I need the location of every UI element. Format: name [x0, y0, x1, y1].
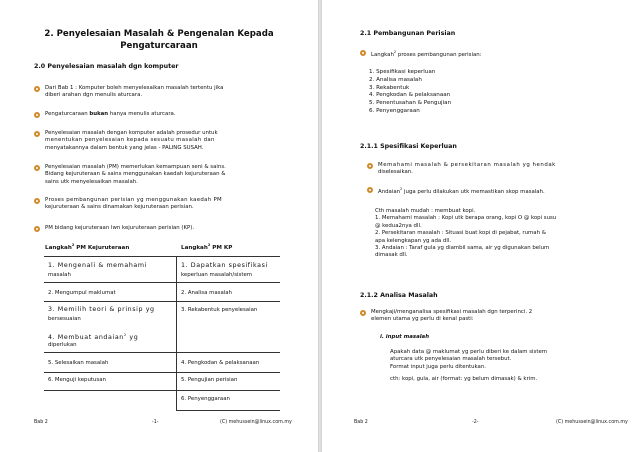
- table-cell: 1. Dapatkan spesifikasi: [181, 262, 268, 269]
- input-line: Format input juga perlu ditentukan.: [390, 363, 486, 370]
- page-2: [322, 0, 640, 452]
- example-line: 1. Memahami masalah : Kopi utk berapa orang, kopi O @ kopi susu: [375, 215, 557, 222]
- development-steps-list: [369, 69, 451, 116]
- bullet-text-line: Penyelesaian masalah (PM) memerlukan kemampuan seni & sains.: [45, 164, 226, 170]
- bullet-icon: [367, 163, 373, 169]
- bullet-text-line: diselesaikan.: [378, 169, 413, 176]
- subheading-input: i. input masalah: [380, 334, 430, 340]
- bullet-text-line: Pengaturcaraan bukan hanya menulis aturcara.: [45, 111, 176, 117]
- table-cell: 3. Memilih teori & prinsip yg: [48, 306, 155, 313]
- table-cell: masalah: [48, 272, 71, 278]
- bullet-text-line: Memahami masalah & persekitaran masalah yg hendak: [378, 162, 556, 168]
- chapter-title: [20, 28, 298, 52]
- bullet-text-line: kejuruteraan & sains dinamakan kejuruteraan perisian.: [45, 204, 194, 211]
- footer-copyright: (C) mehussein@linux.com.my: [220, 420, 292, 425]
- table-cell: 6. Penyenggaraan: [181, 396, 230, 402]
- example-line: 3. Andaian : Taraf gula yg diambil sama, air yg digunakan belum: [375, 245, 550, 252]
- bullet-text-line: diberi arahan dgn menulis aturcara.: [45, 92, 143, 99]
- table-rule: [44, 390, 280, 391]
- bullet-icon: [34, 226, 40, 232]
- list-item: 5. Penentusahan & Pengujian: [369, 100, 452, 107]
- bullet-icon: [34, 131, 40, 137]
- bullet-icon: [34, 198, 40, 204]
- bullet-icon: [34, 112, 40, 118]
- bullet-text-line: sains utk menyelesaikan masalah.: [45, 178, 138, 185]
- bullet-text-line: Penyelesaian masalah dengan komputer adalah prosedur untuk: [45, 130, 218, 136]
- bullet-text-line: Mengkaji/menganalisa spesifikasi masalah dgn terperinci. 2: [371, 309, 533, 315]
- footer-page-number: -1-: [152, 420, 159, 425]
- table-cell: 5. Pengujian perisian: [181, 377, 238, 383]
- table-rule: [44, 352, 280, 353]
- list-item: 6. Penyenggaraan: [369, 107, 420, 114]
- bullet-icon: [34, 86, 40, 92]
- table-cell: 2. Analisa masalah: [181, 290, 232, 296]
- chapter-title-line1: 2. Penyelesaian Masalah & Pengenalan Kepada: [44, 29, 274, 39]
- list-item: 3. Rekabentuk: [369, 84, 410, 91]
- section-heading-2-1-1: 2.1.1 Spesifikasi Keperluan: [360, 143, 457, 150]
- table-cell: 3. Rekabentuk penyelesaian: [181, 307, 258, 313]
- section-heading-2-0: 2.0 Penyelesaian masalah dgn komputer: [34, 63, 179, 70]
- section-heading-2-1: 2.1 Pembangunan Perisian: [360, 30, 456, 37]
- table-rule: [44, 301, 280, 302]
- example-block: [375, 208, 630, 260]
- section-heading-2-1-2: 2.1.2 Analisa Masalah: [360, 292, 438, 299]
- table-rule: [44, 256, 280, 257]
- list-item: 4. Pengkodan & pelaksanaan: [369, 92, 451, 99]
- list-item: 2. Analisa masalah: [369, 76, 422, 83]
- table-cell: bersesuaian: [48, 316, 81, 322]
- example-line: dimasak dll.: [375, 252, 408, 259]
- bullet-text-line: Dari Bab 1 : Komputer boleh menyelesaikan masalah tertentu jika: [45, 85, 224, 91]
- bullet-icon: [360, 310, 366, 316]
- input-line: cth: kopi, gula, air (format: yg belum dimasak) & krim.: [390, 376, 538, 383]
- table-cell: 6. Menguji keputusan: [48, 377, 106, 383]
- bullet-icon: [34, 165, 40, 171]
- emphasis-bukan: bukan: [89, 111, 109, 117]
- input-line: aturcara utk penyelesaian masalah tersebut.: [390, 356, 512, 363]
- table-cell: 4. Pengkodan & pelaksanaan: [181, 360, 260, 366]
- bullet-text-line: Bidang kejuruteraan & sains menggunakan kaedah kejuruteraan &: [45, 171, 226, 178]
- footer-page-number: -2-: [472, 420, 479, 425]
- chapter-title-line2: Pengaturcaraan: [120, 41, 198, 51]
- bullet-text-line: PM bidang kejuruteraan lwn kejuruteraan perisian (KP).: [45, 225, 195, 231]
- bullet-text-line: Proses pembangunan perisian yg menggunakan kaedah PM: [45, 197, 222, 203]
- bullet-text-line: menyatakannya dalam bentuk yang jelas - PALING SUSAH.: [45, 144, 204, 151]
- table-rule: [44, 282, 280, 283]
- bullet-icon: [360, 50, 366, 56]
- example-line: @ kedua2nya dll.: [375, 222, 422, 229]
- footer-copyright: (C) mehussein@linux.com.my: [556, 420, 628, 425]
- table-cell: diperlukan: [48, 342, 77, 348]
- table-cell: 1. Mengenali & memahami: [48, 262, 147, 269]
- table-rule: [44, 372, 280, 373]
- bullet-text-line: elemen utama yg perlu di kenal pasti:: [371, 316, 474, 323]
- page-1: [0, 0, 318, 452]
- table-header-pm-kp: Langkah$^2$ PM KP: [181, 243, 233, 251]
- table-cell: 4. Membuat andaian$^2$ yg: [48, 333, 139, 342]
- example-line: 2. Persekitaran masalah : Situasi buat kopi di pejabat, rumah &: [375, 230, 546, 237]
- list-item: 1. Spesifikasi keperluan: [369, 69, 436, 75]
- input-description: [390, 349, 630, 384]
- bullet-text-line: menentukan penyelesaian kepada sesuatu masalah dan: [45, 137, 215, 144]
- table-header-pm-kejuruteraan: Langkah$^2$ PM Kejuruteraan: [45, 243, 130, 251]
- bullet-text-line: Andaian$^2$ juga perlu dilakukan utk memastikan skop masalah.: [378, 187, 545, 195]
- table-cell: 5. Selesaikan masalah: [48, 360, 109, 366]
- table-rule: [176, 410, 280, 411]
- table-cell: keperluan masalah/sistem: [181, 272, 253, 278]
- input-line: Apakah data @ maklumat yg perlu diberi ke dalam sistem: [390, 349, 548, 355]
- table-divider: [176, 256, 177, 410]
- footer-chapter: Bab 2: [354, 420, 368, 425]
- example-line: apa kelengkapan yg ada dll.: [375, 237, 452, 244]
- example-line: Cth masalah mudah : membuat kopi.: [375, 208, 476, 214]
- bullet-text-line: Langkah$^2$ proses pembangunan perisian:: [371, 50, 482, 58]
- bullet-icon: [367, 187, 373, 193]
- table-cell: 2. Mengumpul maklumat: [48, 290, 116, 296]
- footer-chapter: Bab 2: [34, 420, 48, 425]
